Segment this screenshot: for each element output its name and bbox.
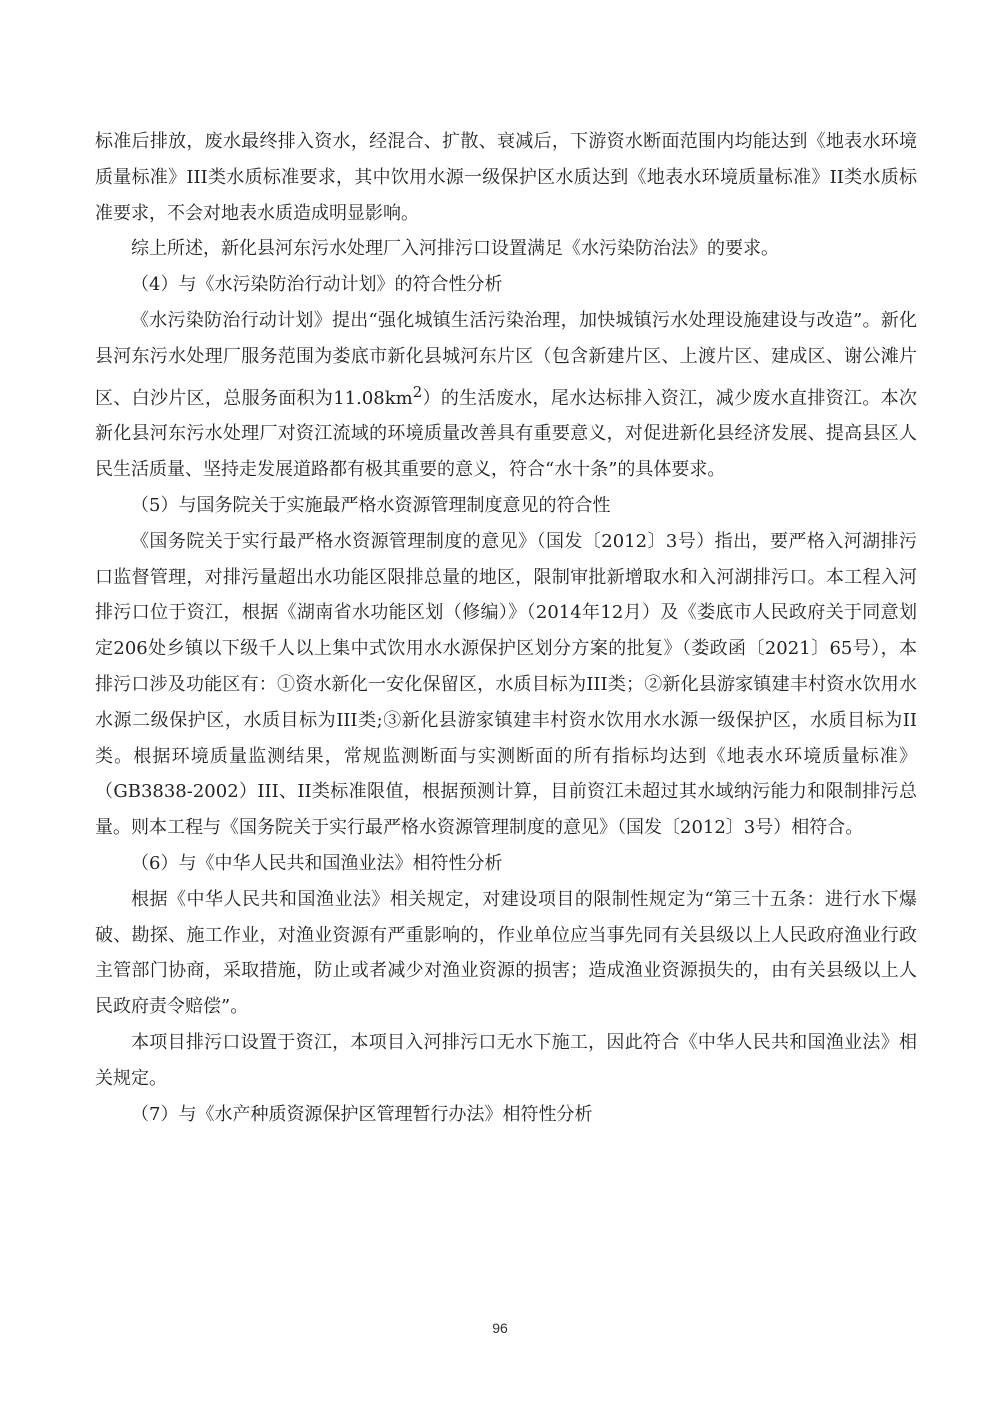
paragraph-water-action-plan-part2: ）的生活废水，尾水达标排入资江，减少废水直排资江。本次新化县河东污水处理厂对资江流域的环境质量改善具有重要意义，对促进新化县经济发展、提高县区人民生活质量、坚持走发展道路都有极其重要的意义，符合“水十条”的具体要求。: [95, 387, 917, 481]
paragraph-fishery-compliance: 本项目排污口设置于资江，本项目入河排污口无水下施工，因此符合《中华人民共和国渔业法》相关规定。: [95, 1031, 917, 1089]
paragraph-water-action-plan: [95, 303, 917, 488]
section-heading-6: （6）与《中华人民共和国渔业法》相符性分析: [131, 852, 503, 874]
paragraph-fishery-law: 根据《中华人民共和国渔业法》相关规定，对建设项目的限制性规定为“第三十五条：进行水下爆破、勘探、施工作业，对渔业资源有严重影响的，作业单位应当事先同有关县级以上人民政府渔业行政主管部门协商，采取措施，防止或者减少对渔业资源的损害；造成渔业资源损失的，由有关县级以上人民政府责令赔偿”。: [95, 888, 917, 1018]
paragraph-state-council-opinion: 《国务院关于实行最严格水资源管理制度的意见》（国发〔2012〕3号）指出，要严格入河湖排污口监督管理，对排污量超出水功能区限排总量的地区，限制审批新增取水和入河湖排污口。本工程入河排污口位于资江，根据《湖南省水功能区划（修编）》（2014年12月）及《娄底市人民政府关于同意划定206处乡镇以下级千人以上集中式饮用水水源保护区划分方案的批复》（娄政函〔2021〕65号），本排污口涉及功能区有：①资水新化一安化保留区，水质目标为III类；②新化县游家镇建丰村资水饮用水水源二级保护区，水质目标为III类;③新化县游家镇建丰村资水饮用水水源一级保护区，水质目标为II类。根据环境质量监测结果，常规监测断面与实测断面的所有指标均达到《地表水环境质量标准》（GB3838-2002）III、II类标准限值，根据预测计算，目前资江未超过其水域纳污能力和限制排污总量。则本工程与《国务院关于实行最严格水资源管理制度的意见》（国发〔2012〕3号）相符合。: [95, 530, 917, 839]
section-heading-4: （4）与《水污染防治行动计划》的符合性分析: [131, 274, 503, 296]
paragraph-summary: 综上所述，新化县河东污水处理厂入河排污口设置满足《水污染防治法》的要求。: [131, 238, 779, 260]
section-heading-5: （5）与国务院关于实施最严格水资源管理制度意见的符合性: [131, 494, 611, 516]
section-heading-7: （7）与《水产种质资源保护区管理暂行办法》相符性分析: [131, 1103, 593, 1125]
paragraph-discharge-impact: 标准后排放，废水最终排入资水，经混合、扩散、衰减后，下游资水断面范围内均能达到《地表水环境质量标准》III类水质标准要求，其中饮用水源一级保护区水质达到《地表水环境质量标准》II类水质标准要求，不会对地表水质造成明显影响。: [95, 131, 917, 224]
page-number: 96: [492, 1320, 508, 1336]
body-text: [95, 124, 917, 1132]
paragraph-water-action-plan-part1: 《水污染防治行动计划》提出“强化城镇生活污染治理，加快城镇污水处理设施建设与改造”。新化县河东污水处理厂服务范围为娄底市新化县城河东片区（包含新建片区、上渡片区、建成区、谢公滩片区、白沙片区，总服务面积为11.08km: [95, 309, 917, 409]
superscript-2: 2: [412, 382, 423, 401]
